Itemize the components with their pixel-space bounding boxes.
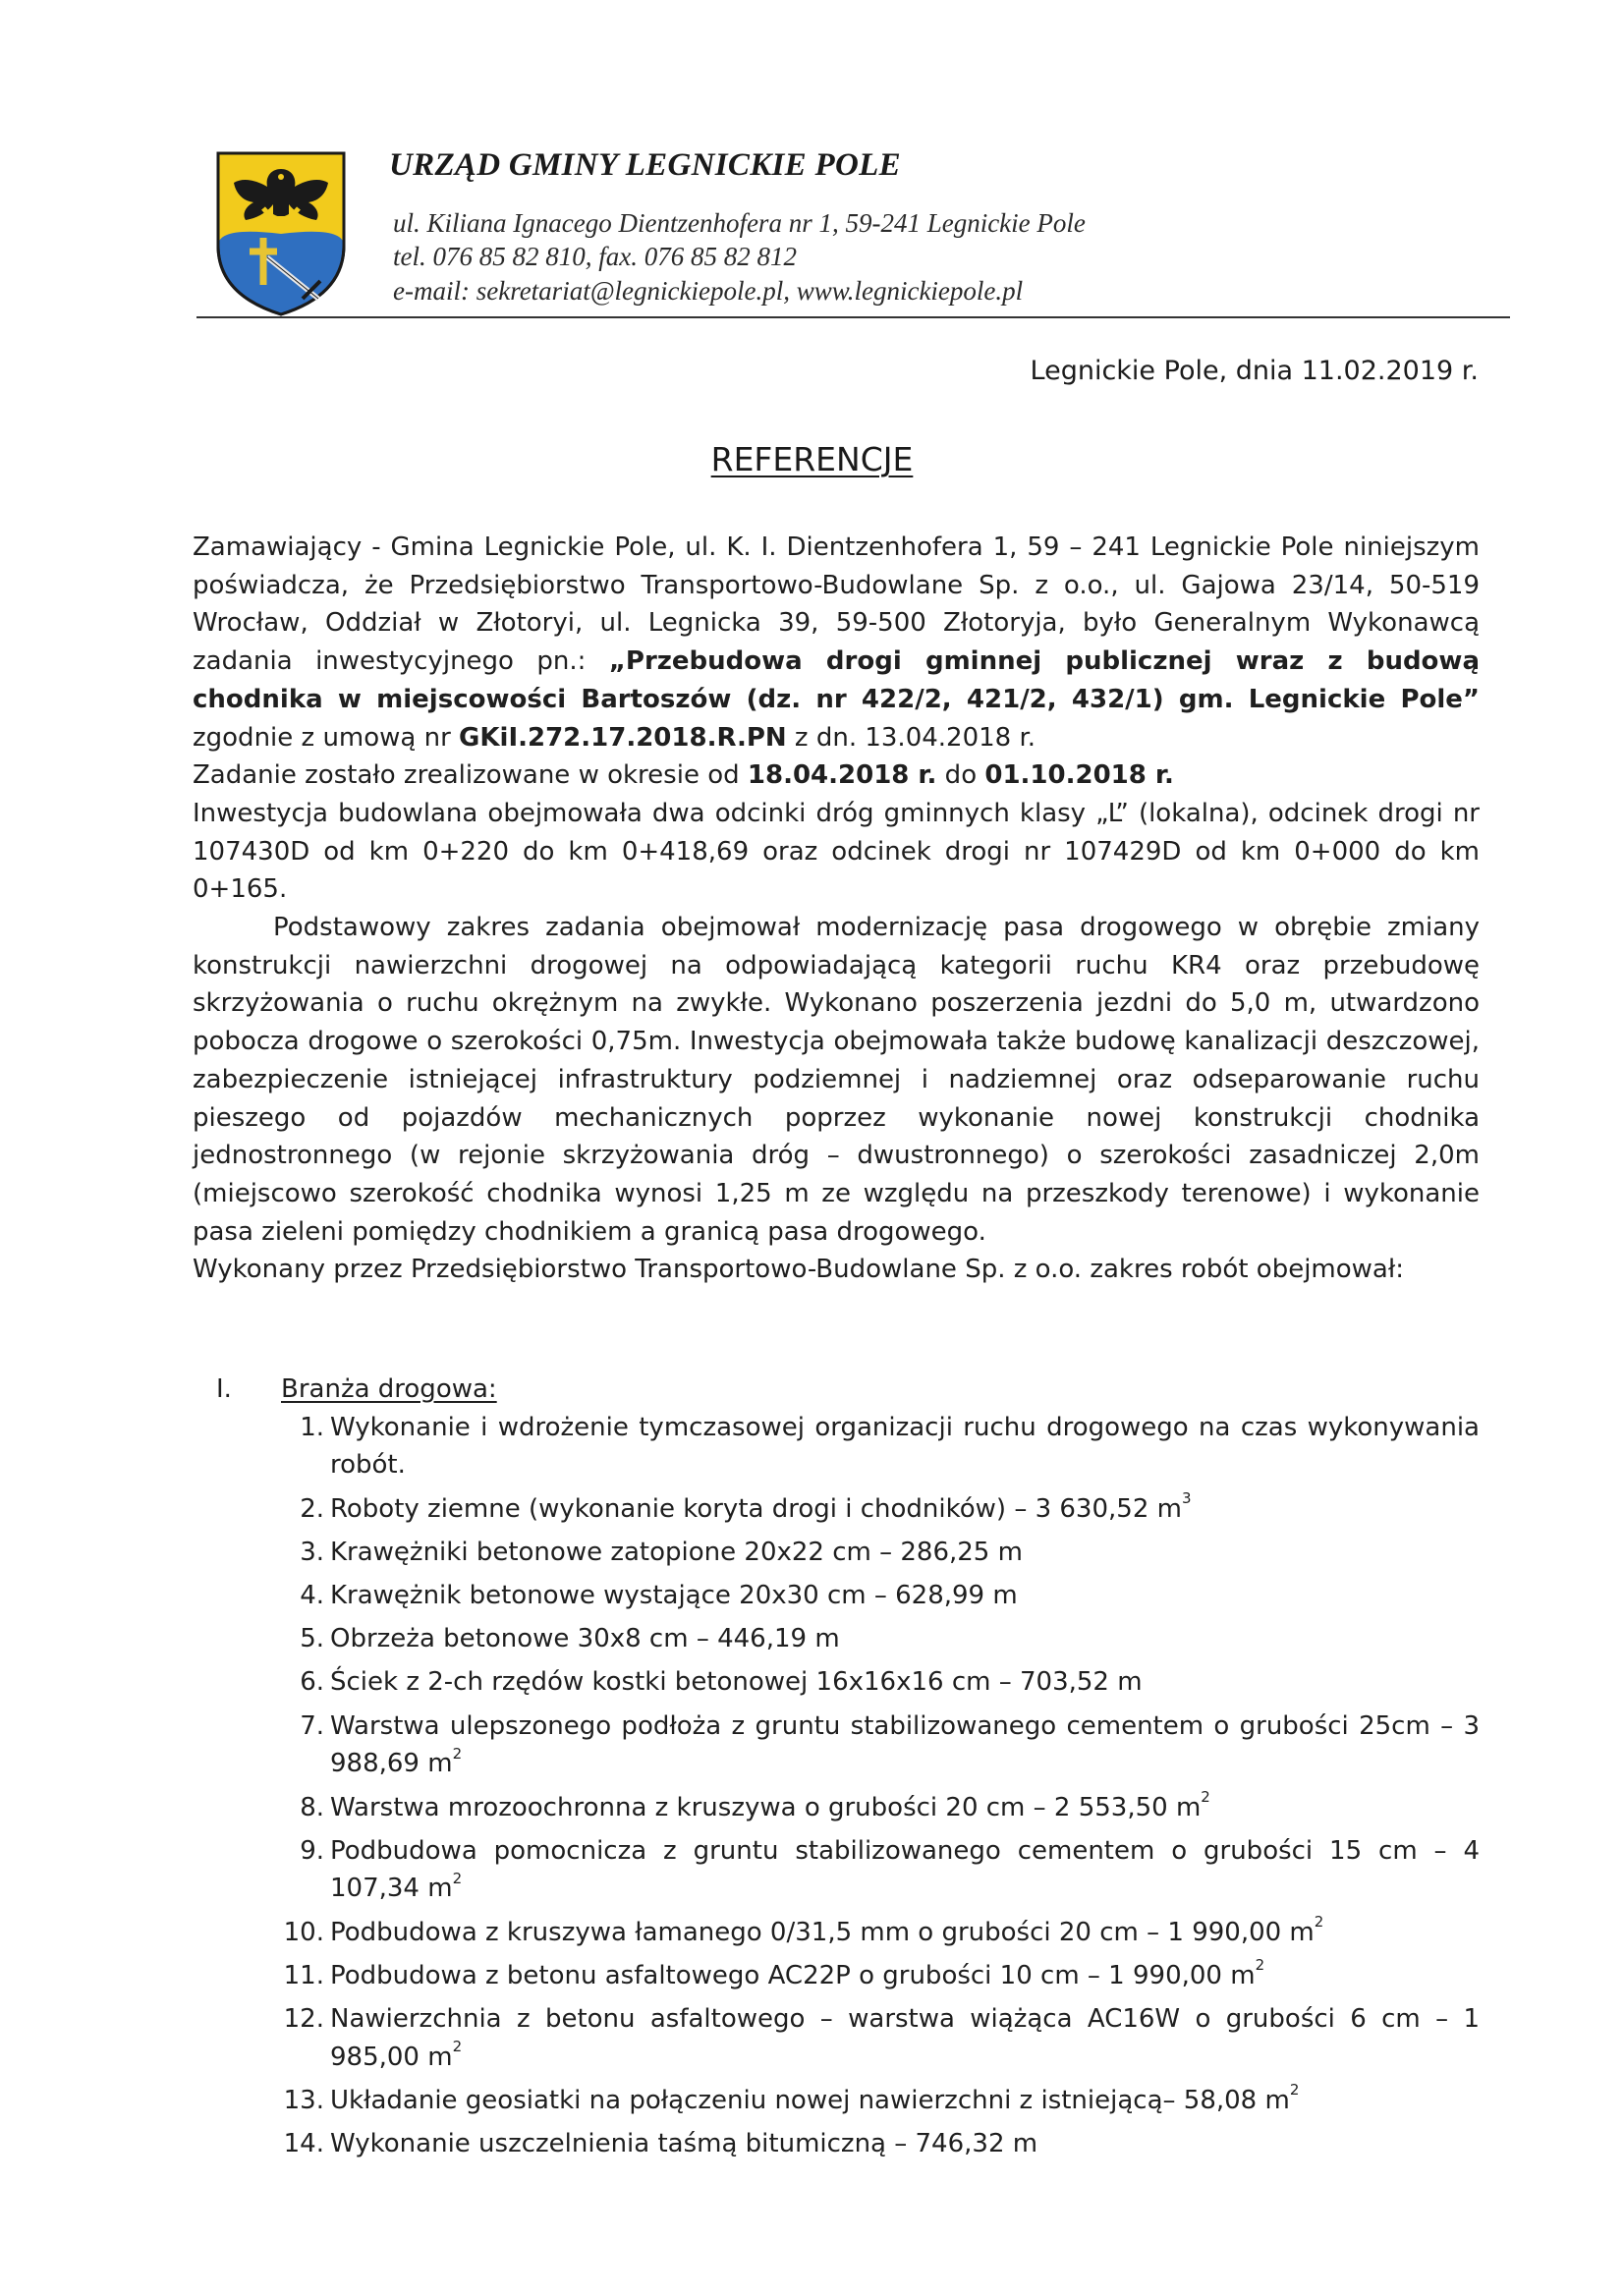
unit-exponent: 2 <box>452 2038 463 2056</box>
office-email-web: e-mail: sekretariat@legnickiepole.pl, www.legnickiepole.pl <box>393 276 1024 306</box>
list-item-label: Wykonanie uszczelnienia taśmą bitumiczną – 746,32 m <box>330 2129 1038 2159</box>
paragraph1-contract-prefix: zgodnie z umową nr <box>193 722 460 753</box>
paragraph-period <box>193 756 1480 795</box>
list-item-number: 8. <box>300 1792 324 1822</box>
list-item-text <box>330 1534 1480 1572</box>
project-title: „Przebudowa drogi gminnej publicznej wraz z budową chodnika w miejscowości Bartoszów (dz. nr 422/2, 421/2, 432/1) gm. Legnickie Pole” <box>193 646 1480 714</box>
period-join: do <box>936 760 985 791</box>
list-item-number: 1. <box>300 1412 324 1442</box>
list-item-number: 11. <box>283 1960 324 1990</box>
list-item-text <box>330 1832 1480 1908</box>
list-item-label: Ściek z 2-ch rzędów kostki betonowej 16x16x16 cm – 703,52 m <box>330 1667 1143 1698</box>
paragraph1-intro: Zamawiający - Gmina Legnickie Pole, ul. K. I. Dientzenhofera 1, 59 – 241 Legnickie Pole niniejszym poświadcza, że Przedsiębiorstwo Transportowo-Budowlane Sp. z o.o., ul. Gajowa 23/14, 50-519 Wrocław, Oddział w Złotoryi, ul. Legnicka 39, 59-500 Złotoryja, było Generalnym Wykonawcą zadania inwestycyjnego pn.: <box>193 532 1480 677</box>
document-title: REFERENCJE <box>710 440 914 478</box>
list-item-label: Wykonanie i wdrożenie tymczasowej organizacji ruchu drogowego na czas wykonywania robót. <box>330 1412 1480 1481</box>
list-item-text <box>330 1957 1480 1995</box>
date-line: Legnickie Pole, dnia 11.02.2019 r. <box>1030 356 1479 386</box>
list-item <box>193 1577 1480 1615</box>
list-item-label: Roboty ziemne (wykonanie koryta drogi i chodników) – 3 630,52 m <box>330 1493 1182 1524</box>
list-item-label: Układanie geosiatki na połączeniu nowej nawierzchni z istniejącą– 58,08 m <box>330 2085 1290 2115</box>
list-item-label: Podbudowa z betonu asfaltowego AC22P o grubości 10 cm – 1 990,00 m <box>330 1960 1256 1990</box>
period-prefix: Zadanie zostało zrealizowane w okresie od <box>193 760 748 791</box>
list-item-number: 4. <box>300 1581 324 1610</box>
office-phone-fax: tel. 076 85 82 810, fax. 076 85 82 812 <box>393 242 797 271</box>
section-title: Branża drogowa: <box>281 1374 497 1404</box>
list-item-text <box>330 1620 1480 1658</box>
list-item-number: 5. <box>300 1624 324 1654</box>
list-item-label: Nawierzchnia z betonu asfaltowego – warstwa wiążąca AC16W o grubości 6 cm – 1 985,00 m <box>330 2004 1480 2072</box>
office-name: URZĄD GMINY LEGNICKIE POLE <box>389 147 901 183</box>
list-item-text <box>330 2125 1480 2163</box>
list-item-label: Podbudowa pomocnicza z gruntu stabilizowanego cementem o grubości 15 cm – 4 107,34 m <box>330 1835 1480 1904</box>
unit-exponent: 2 <box>1255 1956 1265 1975</box>
list-item-text <box>330 1577 1480 1615</box>
list-item <box>193 1832 1480 1908</box>
list-item-number: 3. <box>300 1537 324 1567</box>
letterhead-divider <box>196 316 1510 318</box>
unit-exponent: 3 <box>1181 1488 1192 1507</box>
list-item-label: Obrzeża betonowe 30x8 cm – 446,19 m <box>330 1624 840 1654</box>
unit-exponent: 2 <box>1201 1787 1210 1806</box>
list-item-label: Krawężniki betonowe zatopione 20x22 cm – 286,25 m <box>330 1537 1023 1567</box>
section-number: I. <box>216 1374 232 1404</box>
paragraph-scope: Podstawowy zakres zadania obejmował modernizację pasa drogowego w obrębie zmiany konstrukcji nawierzchni drogowej na odpowiadającą kategorii ruchu KR4 oraz przebudowę skrzyżowania o ruchu okrężnym na zwykłe. Wykonano poszerzenia jezdni do 5,0 m, utwardzono pobocza drogowe o szerokości 0,75m. Inwestycja obejmowała także budowę kanalizacji deszczowej, zabezpieczenie istniejącej infrastruktury podziemnej i nadziemnej oraz odseparowanie ruchu pieszego od pojazdów mechanicznych poprzez wykonanie nowej konstrukcji chodnika jednostronnego (w rejonie skrzyżowania dróg – dwustronnego) o szerokości zasadniczej 2,0m (miejscowo szerokość chodnika wynosi 1,25 m ze względu na przeszkody terenowe) i wykonanie pasa zieleni pomiędzy chodnikiem a granicą pasa drogowego. <box>193 913 1480 1247</box>
list-item <box>193 1534 1480 1572</box>
body-text <box>193 529 1480 1289</box>
coat-of-arms-icon <box>212 147 350 319</box>
paragraph1-contract-date: z dn. 13.04.2018 r. <box>786 722 1036 753</box>
contract-number: GKiI.272.17.2018.R.PN <box>459 722 787 753</box>
list-item <box>193 1789 1480 1827</box>
list-item-text <box>330 1708 1480 1783</box>
list-item <box>193 2000 1480 2076</box>
list-item <box>193 1409 1480 1484</box>
paragraph-reference <box>193 529 1480 756</box>
list-item-label: Warstwa mrozoochronna z kruszywa o grubości 20 cm – 2 553,50 m <box>330 1792 1202 1822</box>
list-item-number: 13. <box>283 2085 324 2115</box>
list-item-text <box>330 2082 1480 2120</box>
list-item-number: 7. <box>300 1710 324 1741</box>
list-item <box>193 2082 1480 2120</box>
list-item <box>193 1914 1480 1952</box>
list-item-label: Podbudowa z kruszywa łamanego 0/31,5 mm o grubości 20 cm – 1 990,00 m <box>330 1917 1315 1947</box>
unit-exponent: 2 <box>1289 2081 1300 2100</box>
paragraph-road-sections: Inwestycja budowlana obejmowała dwa odcinki dróg gminnych klasy „L” (lokalna), odcinek drogi nr 107430D od km 0+220 do km 0+418,69 oraz odcinek drogi nr 107429D od km 0+000 do km 0+165. <box>193 798 1480 905</box>
section-heading <box>193 1371 1480 1409</box>
list-item <box>193 1708 1480 1783</box>
list-item-text <box>330 1789 1480 1827</box>
list-item-text <box>330 1490 1480 1529</box>
list-item-text <box>330 1914 1480 1952</box>
list-item <box>193 1663 1480 1702</box>
list-item <box>193 1620 1480 1658</box>
list-item-number: 2. <box>300 1493 324 1524</box>
list-item <box>193 1957 1480 1995</box>
list-item <box>193 2125 1480 2163</box>
works-list <box>193 1409 1480 2163</box>
office-address: ul. Kiliana Ignacego Dientzenhofera nr 1, 59-241 Legnickie Pole <box>393 208 1086 238</box>
list-item-number: 6. <box>300 1667 324 1698</box>
list-item <box>193 1490 1480 1529</box>
period-start: 18.04.2018 r. <box>747 760 937 791</box>
unit-exponent: 2 <box>452 1744 463 1763</box>
list-item-number: 10. <box>283 1917 324 1947</box>
paragraph-works-intro: Wykonany przez Przedsiębiorstwo Transportowo-Budowlane Sp. z o.o. zakres robót obejmował: <box>193 1255 1405 1285</box>
unit-exponent: 2 <box>1314 1912 1324 1931</box>
list-item-number: 12. <box>283 2004 324 2035</box>
list-item-text <box>330 2000 1480 2076</box>
period-end: 01.10.2018 r. <box>984 760 1174 791</box>
works-section <box>193 1371 1480 2168</box>
list-item-label: Warstwa ulepszonego podłoża z gruntu stabilizowanego cementem o grubości 25cm – 3 988,69 m <box>330 1710 1480 1779</box>
list-item-text <box>330 1663 1480 1702</box>
list-item-text <box>330 1409 1480 1484</box>
list-item-number: 9. <box>300 1835 324 1866</box>
unit-exponent: 2 <box>452 1869 463 1887</box>
list-item-number: 14. <box>283 2129 324 2159</box>
list-item-label: Krawężnik betonowe wystające 20x30 cm – 628,99 m <box>330 1581 1018 1610</box>
